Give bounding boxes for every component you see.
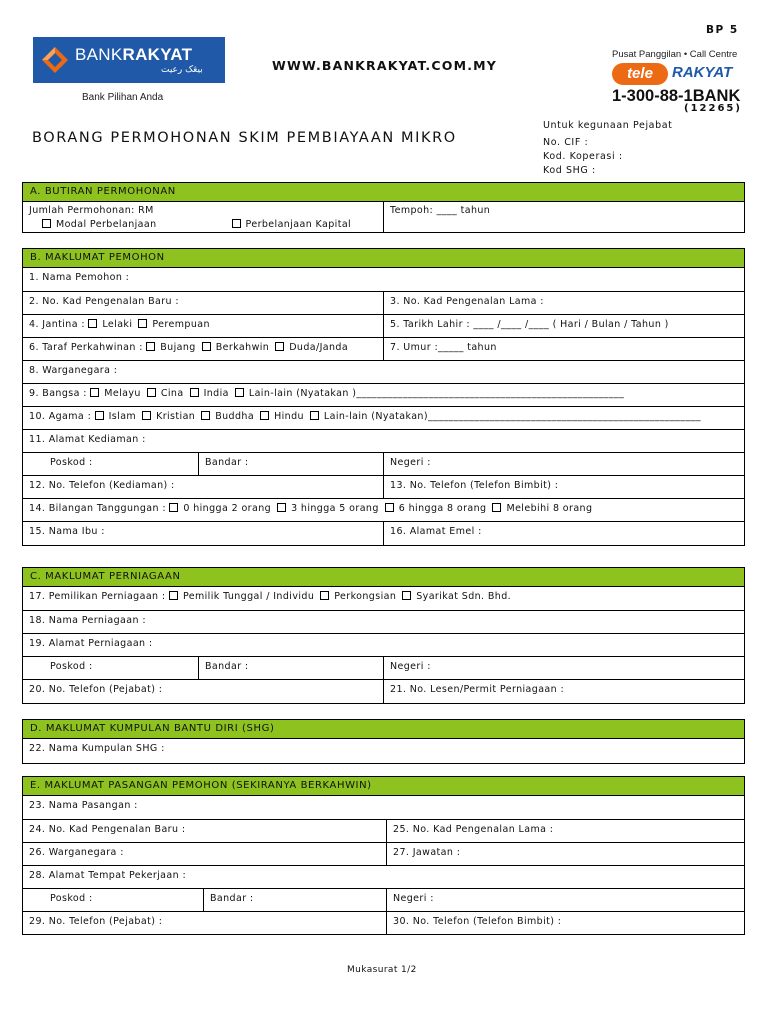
spouse-occupation-field[interactable]: 27. Jawatan : xyxy=(386,843,744,865)
bank-logo xyxy=(33,37,225,83)
religion-other-option[interactable]: Lain-lain (Nyatakan)_____________________________________________________ xyxy=(310,411,701,422)
section-a-title: A. BUTIRAN PERMOHONAN xyxy=(23,183,744,202)
spouse-name-field[interactable]: 23. Nama Pasangan : xyxy=(29,800,138,811)
dependents-0-2-option[interactable]: 0 hingga 2 orang xyxy=(169,503,271,514)
marital-single-option[interactable]: Bujang xyxy=(146,342,195,353)
form-row xyxy=(23,314,744,337)
home-phone-field[interactable]: 12. No. Telefon (Kediaman) : xyxy=(29,480,175,491)
home-town-field[interactable]: Bandar : xyxy=(198,453,383,475)
checkbox[interactable] xyxy=(42,219,51,228)
checkbox[interactable] xyxy=(275,342,284,351)
form-row xyxy=(23,610,744,633)
spouse-mobile-phone-field[interactable]: 30. No. Telefon (Telefon Bimbit) : xyxy=(386,912,744,934)
form-row xyxy=(23,521,744,545)
form-row xyxy=(23,819,744,842)
form-row xyxy=(23,360,744,383)
applicant-name-field[interactable]: 1. Nama Pemohon : xyxy=(29,272,130,283)
form-row xyxy=(23,383,744,406)
email-field[interactable]: 16. Alamat Emel : xyxy=(383,522,744,545)
checkbox[interactable] xyxy=(169,591,178,600)
form-row xyxy=(23,739,744,763)
bank-logo-jawi: بيڠک رعيت xyxy=(161,65,203,75)
bank-logo-wordmark: BANKRAKYAT xyxy=(75,45,193,64)
checkbox[interactable] xyxy=(385,503,394,512)
spouse-state-field[interactable]: Negeri : xyxy=(386,889,744,911)
form-row xyxy=(23,587,744,610)
bank-rakyat-emblem-icon xyxy=(40,45,70,75)
marital-married-option[interactable]: Berkahwin xyxy=(202,342,269,353)
marital-status-field xyxy=(23,338,383,360)
amount-field[interactable] xyxy=(23,202,383,232)
tenure-field[interactable]: Tempoh: ____ tahun xyxy=(383,202,744,232)
office-use-box xyxy=(543,119,672,178)
form-row xyxy=(23,796,744,819)
call-centre-phone: 1-300-88-1BANK xyxy=(612,87,741,105)
bank-website: WWW.BANKRAKYAT.COM.MY xyxy=(272,58,498,73)
mother-name-field[interactable]: 15. Nama Ibu : xyxy=(29,526,105,537)
gender-label: 4. Jantina : xyxy=(29,319,85,330)
business-name-field[interactable]: 18. Nama Perniagaan : xyxy=(29,615,146,626)
ownership-partnership-option[interactable]: Perkongsian xyxy=(320,591,396,602)
checkbox[interactable] xyxy=(260,411,269,420)
office-use-title: Untuk kegunaan Pejabat xyxy=(543,120,673,131)
home-state-field[interactable]: Negeri : xyxy=(383,453,744,475)
section-c-business xyxy=(22,567,745,704)
form-row xyxy=(23,633,744,656)
new-ic-field[interactable]: 2. No. Kad Pengenalan Baru : xyxy=(29,296,179,307)
telerakyat-logo xyxy=(612,62,738,86)
form-row xyxy=(23,337,744,360)
gender-field xyxy=(23,315,383,337)
purpose-capital-expenditure-option[interactable]: Perbelanjaan Kapital xyxy=(219,219,352,231)
religion-hindu-option[interactable]: Hindu xyxy=(260,411,304,422)
race-label: 9. Bangsa : xyxy=(29,388,87,399)
date-of-birth-field[interactable]: 5. Tarikh Lahir : ____ /____ /____ ( Hari / Bulan / Tahun ) xyxy=(383,315,744,337)
gender-female-option[interactable]: Perempuan xyxy=(138,319,210,330)
office-use-cif: No. CIF : xyxy=(543,137,589,148)
form-row xyxy=(23,679,744,703)
checkbox[interactable] xyxy=(202,342,211,351)
business-office-phone-field[interactable]: 20. No. Telefon (Pejabat) : xyxy=(29,684,163,695)
business-address-field[interactable]: 19. Alamat Perniagaan : xyxy=(29,638,153,649)
form-row xyxy=(23,865,744,888)
rakyat-logo-part: RAKYAT xyxy=(672,64,733,81)
form-row xyxy=(23,452,744,475)
form-row xyxy=(23,406,744,429)
form-row xyxy=(23,888,744,911)
bank-tagline: Bank Pilihan Anda xyxy=(82,92,164,103)
citizenship-field[interactable]: 8. Warganegara : xyxy=(29,365,118,376)
form-code: BP 5 xyxy=(706,24,739,36)
checkbox[interactable] xyxy=(492,503,501,512)
race-malay-option[interactable]: Melayu xyxy=(90,388,141,399)
section-e-title: E. MAKLUMAT PASANGAN PEMOHON (SEKIRANYA BERKAHWIN) xyxy=(23,777,744,796)
spouse-new-ic-field[interactable]: 24. No. Kad Pengenalan Baru : xyxy=(29,824,186,835)
checkbox[interactable] xyxy=(90,388,99,397)
form-row xyxy=(23,202,744,232)
office-use-shg-code: Kod SHG : xyxy=(543,165,596,176)
dependents-6-8-option[interactable]: 6 hingga 8 orang xyxy=(385,503,487,514)
form-row xyxy=(23,842,744,865)
spouse-office-phone-field[interactable]: 29. No. Telefon (Pejabat) : xyxy=(29,916,163,927)
business-state-field[interactable]: Negeri : xyxy=(383,657,744,679)
dependents-over-8-option[interactable]: Melebihi 8 orang xyxy=(492,503,592,514)
checkbox[interactable] xyxy=(320,591,329,600)
form-row xyxy=(23,656,744,679)
checkbox[interactable] xyxy=(201,411,210,420)
purpose-options xyxy=(29,219,377,231)
form-row xyxy=(23,911,744,934)
race-chinese-option[interactable]: Cina xyxy=(147,388,184,399)
gender-male-option[interactable]: Lelaki xyxy=(88,319,132,330)
religion-islam-option[interactable]: Islam xyxy=(95,411,136,422)
ownership-sole-option[interactable]: Pemilik Tunggal / Individu xyxy=(169,591,314,602)
form-title: BORANG PERMOHONAN SKIM PEMBIAYAAN MIKRO xyxy=(32,130,457,146)
business-ownership-label: 17. Pemilikan Perniagaan : xyxy=(29,591,166,602)
religion-label: 10. Agama : xyxy=(29,411,92,422)
amount-label: Jumlah Permohonan: RM xyxy=(29,205,154,216)
checkbox[interactable] xyxy=(142,411,151,420)
checkbox[interactable] xyxy=(169,503,178,512)
tele-logo-part: tele xyxy=(612,63,668,85)
checkbox[interactable] xyxy=(310,411,319,420)
home-address-field[interactable]: 11. Alamat Kediaman : xyxy=(29,434,146,445)
call-centre-phone-numeric: (12265) xyxy=(684,103,742,114)
section-e-spouse xyxy=(22,776,745,935)
section-c-title: C. MAKLUMAT PERNIAGAAN xyxy=(23,568,744,587)
marital-status-label: 6. Taraf Perkahwinan : xyxy=(29,342,143,353)
form-row xyxy=(23,498,744,521)
spouse-work-address-field[interactable]: 28. Alamat Tempat Pekerjaan : xyxy=(29,870,187,881)
checkbox[interactable] xyxy=(95,411,104,420)
business-licence-field[interactable]: 21. No. Lesen/Permit Perniagaan : xyxy=(383,680,744,703)
shg-group-name-field[interactable]: 22. Nama Kumpulan SHG : xyxy=(29,743,165,754)
religion-buddha-option[interactable]: Buddha xyxy=(201,411,254,422)
old-ic-field[interactable]: 3. No. Kad Pengenalan Lama : xyxy=(383,292,744,314)
age-field[interactable]: 7. Umur :_____ tahun xyxy=(383,338,744,360)
section-a-application xyxy=(22,182,745,233)
business-ownership-field xyxy=(23,587,744,610)
checkbox[interactable] xyxy=(190,388,199,397)
dependents-label: 14. Bilangan Tanggungan : xyxy=(29,503,166,514)
mobile-phone-field[interactable]: 13. No. Telefon (Telefon Bimbit) : xyxy=(383,476,744,498)
section-d-title: D. MAKLUMAT KUMPULAN BANTU DIRI (SHG) xyxy=(23,720,744,739)
section-d-shg xyxy=(22,719,745,764)
race-indian-option[interactable]: India xyxy=(190,388,229,399)
marital-widowed-option[interactable]: Duda/Janda xyxy=(275,342,348,353)
form-row xyxy=(23,268,744,291)
ownership-company-option[interactable]: Syarikat Sdn. Bhd. xyxy=(402,591,511,602)
section-b-applicant xyxy=(22,248,745,546)
religion-field xyxy=(23,407,744,429)
checkbox[interactable] xyxy=(146,342,155,351)
checkbox[interactable] xyxy=(147,388,156,397)
checkbox[interactable] xyxy=(232,219,241,228)
dependents-field xyxy=(23,499,744,521)
race-field xyxy=(23,384,744,406)
call-centre-title: Pusat Panggilan • Call Centre xyxy=(612,49,738,60)
checkbox[interactable] xyxy=(402,591,411,600)
spouse-old-ic-field[interactable]: 25. No. Kad Pengenalan Lama : xyxy=(386,820,744,842)
section-b-title: B. MAKLUMAT PEMOHON xyxy=(23,249,744,268)
checkbox[interactable] xyxy=(138,319,147,328)
spouse-town-field[interactable]: Bandar : xyxy=(203,889,386,911)
home-postcode-field[interactable]: Poskod : xyxy=(50,457,93,468)
form-row xyxy=(23,291,744,314)
business-town-field[interactable]: Bandar : xyxy=(198,657,383,679)
form-row xyxy=(23,429,744,452)
race-other-option[interactable]: Lain-lain (Nyatakan )____________________________________________________ xyxy=(235,388,624,399)
checkbox[interactable] xyxy=(235,388,244,397)
page-number: Mukasurat 1/2 xyxy=(347,965,417,975)
business-postcode-field[interactable]: Poskod : xyxy=(50,661,93,672)
office-use-cooperative-code: Kod. Koperasi : xyxy=(543,151,623,162)
checkbox[interactable] xyxy=(88,319,97,328)
form-row xyxy=(23,475,744,498)
spouse-citizenship-field[interactable]: 26. Warganegara : xyxy=(29,847,124,858)
spouse-postcode-field[interactable]: Poskod : xyxy=(50,893,93,904)
checkbox[interactable] xyxy=(277,503,286,512)
dependents-3-5-option[interactable]: 3 hingga 5 orang xyxy=(277,503,379,514)
purpose-working-capital-option[interactable]: Modal Perbelanjaan xyxy=(29,219,157,231)
religion-christian-option[interactable]: Kristian xyxy=(142,411,195,422)
